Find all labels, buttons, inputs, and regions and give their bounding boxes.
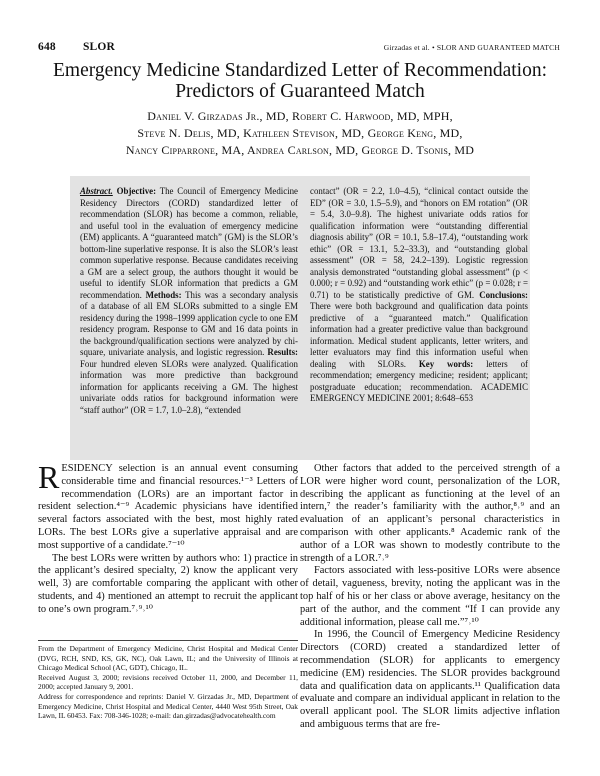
body-paragraph: Factors associated with less-positive LORs were absence of detail, vagueness, brevity, noting the applicant was in the top half of his or her class or above average, hesitancy on the part of the author, and the comment “If I can provide any additional information, please call me.”⁷˒¹⁰ bbox=[300, 565, 560, 628]
author-line: Steve N. Delis, MD, Kathleen Stevison, MD, George Keng, MD, bbox=[137, 126, 463, 140]
author-line: Daniel V. Girzadas Jr., MD, Robert C. Harwood, MD, MPH, bbox=[147, 109, 453, 123]
results-text-part1: Four hundred eleven SLORs were analyzed. Qualification information was more predictive than background information for applicants receiving a GM. The highest univariate odds ratios for background information were “staff author” (OR = 1.7, 1.0–2.8), “extended bbox=[80, 358, 298, 415]
body-column-left bbox=[38, 459, 298, 617]
received-note: Received August 3, 2000; revisions received October 11, 2000, and December 11, 2000; accepted January 9, 2001. bbox=[38, 672, 298, 692]
body-paragraph: In 1996, the Council of Emergency Medicine Residency Directors (CORD) created a standardized letter of recommendation (SLOR) for applicants to emergency medicine (EM) residencies. The SLOR provides background data and qualification data on applicants.¹¹ Qualification data evaluate and compare an individual applicant in relation to the overall applicant pool. The SLOR limits adjective inflation and ambiguous terms that are fre- bbox=[300, 629, 560, 730]
abstract-box bbox=[70, 176, 530, 460]
abstract-label: Abstract. bbox=[80, 186, 113, 196]
page-number: 648 bbox=[38, 41, 56, 53]
affiliation-note: From the Department of Emergency Medicine, Christ Hospital and Medical Center (DVG, RCH, SND, KS, GK, NC), Oak Lawn, IL; and the University of Illinois at Chicago Medical School (AC, GDT), Chicago, IL. bbox=[38, 644, 298, 673]
keywords-text: letters of recommendation; emergency medicine; resident; applicant; postgraduate education; recommendation. ACADEMIC EMERGENCY MEDICINE 2001; 8:648–653 bbox=[310, 358, 529, 403]
abstract-column-left bbox=[80, 186, 298, 416]
drop-cap: R bbox=[38, 459, 60, 495]
article-title: Emergency Medicine Standardized Letter of Recommendation: Predictors of Guaranteed Match bbox=[52, 60, 547, 102]
footnote-rule bbox=[38, 640, 298, 641]
paragraph-text: selection is an annual event consuming considerable time and financial resources.¹⁻³ Letters of recommendation (LORs) are an important factor in resident selection.⁴⁻⁹ Academic physicians have identified several factors associated with the best, most highly rated LORs. The best LORs give a superlative appraisal and are most supportive of a candidate.⁷⁻¹⁰ bbox=[38, 463, 298, 551]
running-title: Girzadas et al. • SLOR AND GUARANTEED MATCH bbox=[383, 43, 560, 52]
body-paragraph bbox=[38, 459, 298, 553]
conclusions-label: Conclusions: bbox=[479, 289, 529, 300]
author-list bbox=[40, 108, 560, 159]
running-header-left bbox=[38, 41, 139, 53]
footnote-block bbox=[38, 640, 298, 721]
conclusions-text: There were both background and qualification data points predictive of a “guaranteed match.” Qualification information had a greater predictive value than background information. Medical student applicants, letter writers, and letter evaluators may find this information useful when dealing with SLORs. bbox=[310, 301, 528, 369]
journal-short-title: SLOR bbox=[82, 41, 116, 53]
author-line: Nancy Cipparrone, MA, Andrea Carlson, MD, George D. Tsonis, MD bbox=[125, 143, 475, 157]
objective-label: Objective: bbox=[116, 186, 157, 196]
keywords-label: Key words: bbox=[418, 358, 474, 369]
abstract-column-right bbox=[310, 186, 528, 405]
results-text-part2: contact” (OR = 2.2, 1.0–4.5), “clinical contact outside the ED” (OR = 3.0, 1.5–5.9), and “honors on EM rotation” (OR = 5.4, 3.0–9.8). The highest univariate odds ratios for qualification information were “outstanding differential diagnosis ability” (OR = 10.1, 5.8–17.4), “outstanding work ethic” (OR = 13.1, 5.2–33.3), and “outstanding global assessment” (OR = 58, 24.2–139). Logistic regression analysis demonstrated “outstanding global assessment” (p < 0.000; r = 0.92) and “outstanding work ethic” (p = 0.028; r = 0.71) to be statistically predictive of GM. bbox=[310, 186, 528, 300]
body-paragraph: The best LORs were written by authors who: 1) practice in the applicant’s desired specialty, 2) know the applicant very well, 3) are comfortable comparing the applicant with other students, and 4) mentioned an attempt to recruit the applicant to one’s own program.⁷˒⁹˒¹⁰ bbox=[38, 552, 298, 615]
objective-text: The Council of Emergency Medicine Residency Directors (CORD) standardized letter of recommendation (SLOR) has become a common, reliable, and useful tool in the evaluation of emergency medicine (EM) applicants. A “guaranteed match” (GM) is the SLOR’s bottom-line superlative response. It is also the SLOR’s least common superlative response. Because candidates receiving a GM are a select group, the authors thought it would be useful to identify SLOR information that predicts a GM recommendation. bbox=[80, 186, 299, 300]
methods-label: Methods: bbox=[145, 289, 182, 300]
lead-in-caps: ESIDENCY bbox=[61, 463, 113, 474]
body-column-right bbox=[300, 463, 560, 732]
results-label: Results: bbox=[267, 347, 298, 357]
body-paragraph: Other factors that added to the perceived strength of a LOR were higher word count, personalization of the LOR, describing the applicant as functioning at the level of an intern,⁷ the reader’s familiarity with the author,⁸˒⁹ and an evaluation of an applicant’s personal characteristics in comparison with other applicants.⁸ Academic rank of the author of a LOR was shown to modestly contribute to the strength of a LOR.⁷˒⁹ bbox=[300, 463, 560, 564]
correspondence-note: Address for correspondence and reprints: Daniel V. Girzadas Jr., MD, Department of Emergency Medicine, Christ Hospital and Medical Center, 4440 West 95th Street, Oak Lawn, IL 60453. Fax: 708-346-1028; e-mail: dan.girzadas@advocatehealth.com bbox=[38, 691, 298, 721]
methods-text: This was a secondary analysis of a database of all EM SLORs submitted to a single EM residency during the 1998–1999 application cycle to one EM residency program. Response to GM and 16 data points in the background/qualification sections were analyzed by chi-square, univariate analysis, and logistic regression. bbox=[80, 289, 299, 357]
